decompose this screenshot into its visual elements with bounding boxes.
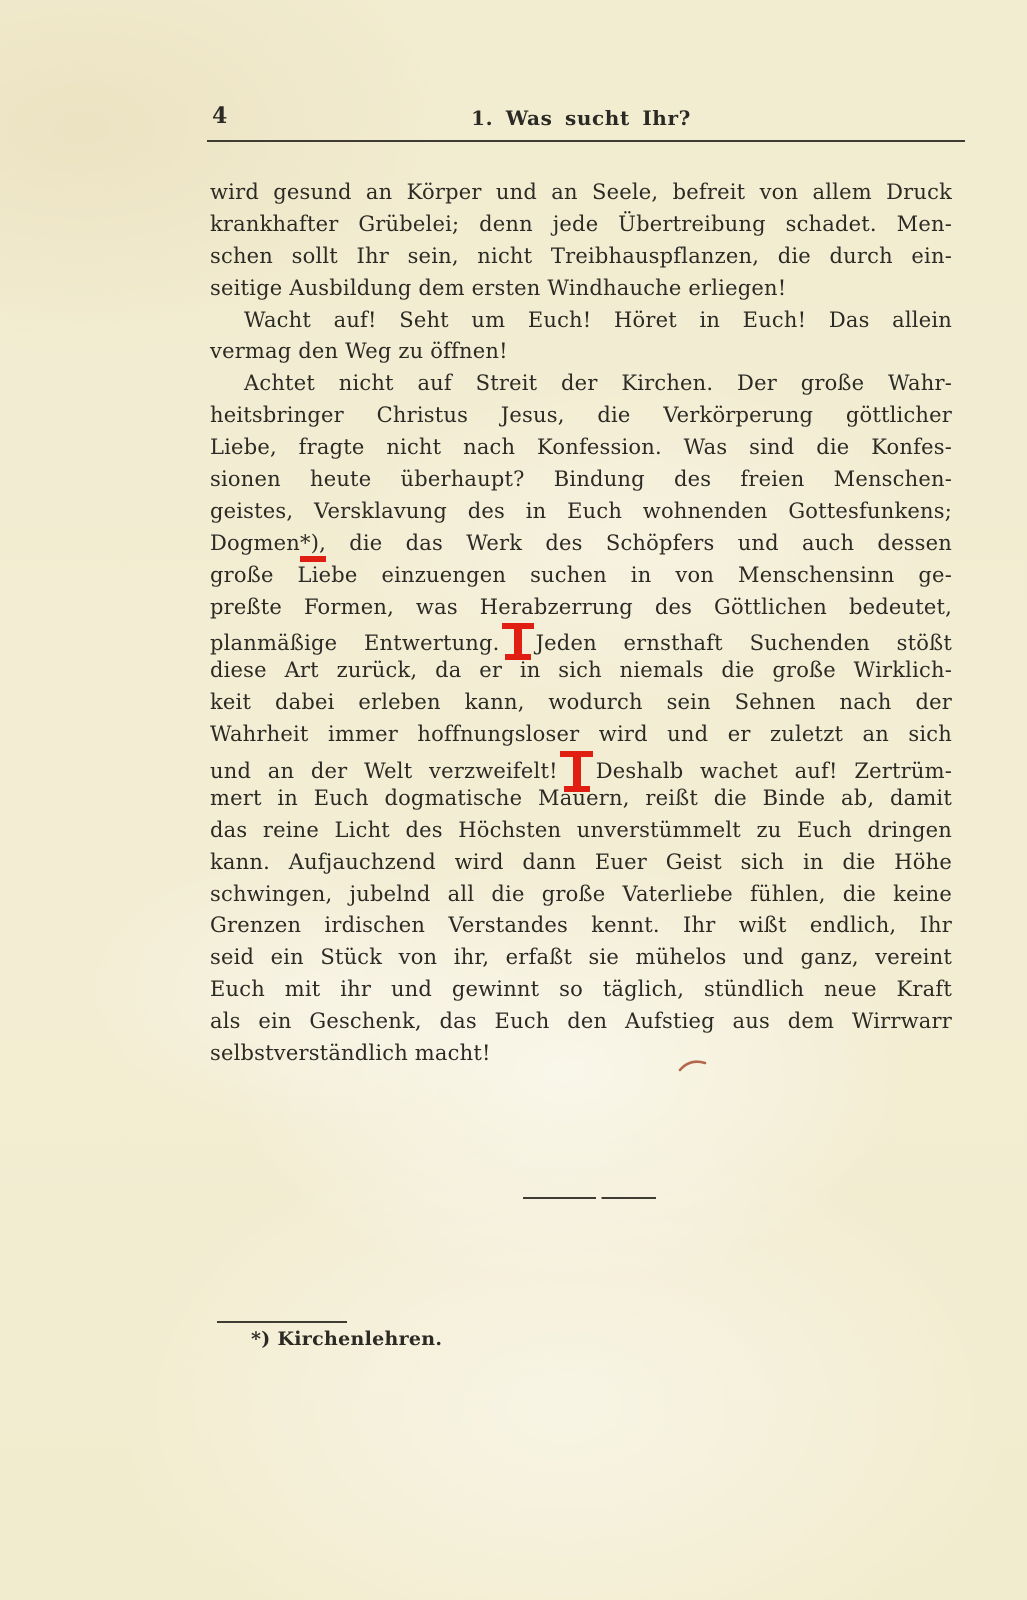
text-segment: die das Werk des Schöpfers und auch dessen [325, 530, 952, 555]
text-line [210, 400, 952, 432]
text-segment: große Liebe einzuengen suchen in von Menschensinn ge- [210, 562, 952, 587]
text-line [210, 719, 952, 751]
text-segment: Wahrheit immer hoffnungsloser wird und er zuletzt an sich [210, 722, 952, 747]
red-underlined-text: *), [300, 531, 326, 562]
text-segment: preßte Formen, was Herabzerrung des Göttlichen bedeutet, [210, 594, 952, 619]
text-segment: kann. Aufjauchzend wird dann Euer Geist sich in die Höhe [210, 849, 952, 874]
text-line [210, 1006, 952, 1038]
body-text [210, 177, 952, 1070]
text-segment: Deshalb wachet auf! Zertrüm- [595, 759, 952, 784]
text-line [210, 751, 952, 783]
text-line [210, 560, 952, 592]
text-segment: und an der Welt verzweifelt! [210, 759, 558, 784]
text-segment: Wacht auf! Seht um Euch! Höret in Euch! Das allein [244, 307, 952, 332]
text-segment: diese Art zurück, da er in sich niemals die große Wirklich- [210, 658, 952, 683]
text-line [210, 592, 952, 624]
text-segment: seid ein Stück von ihr, erfaßt sie mühelos und ganz, vereint [210, 945, 952, 970]
text-line [210, 910, 952, 942]
text-segment: Grenzen irdischen Verstandes kennt. Ihr wißt endlich, Ihr [210, 913, 952, 938]
text-segment: selbstverständlich macht! [210, 1041, 491, 1066]
text-segment: schen sollt Ihr sein, nicht Treibhauspflanzen, die durch ein- [210, 243, 952, 268]
text-line [210, 528, 952, 560]
pen-stroke-path [680, 1062, 705, 1070]
text-line [210, 273, 952, 305]
page-number: 4 [212, 103, 228, 129]
footnote-text: *) Kirchenlehren. [251, 1328, 443, 1350]
pen-stroke-mark [678, 1058, 708, 1078]
text-line [210, 942, 952, 974]
text-line [210, 783, 952, 815]
text-line [210, 1038, 952, 1070]
text-segment: Liebe, fragte nicht nach Konfession. Was sind die Konfes- [210, 435, 952, 460]
section-divider [523, 1197, 656, 1199]
text-segment: geistes, Versklavung des in Euch wohnenden Gottesfunkens; [210, 498, 952, 523]
text-segment: sionen heute überhaupt? Bindung des freien Menschen- [210, 467, 952, 492]
text-line [210, 209, 952, 241]
text-line [210, 336, 952, 368]
text-line [210, 241, 952, 273]
text-segment: schwingen, jubelnd all die große Vaterliebe fühlen, die keine [210, 881, 952, 906]
footnote-rule [217, 1321, 347, 1323]
header-rule [207, 140, 965, 142]
text-segment: mert in Euch dogmatische Mauern, reißt die Binde ab, damit [210, 785, 952, 810]
text-line [210, 432, 952, 464]
text-segment: Dogmen [210, 530, 300, 555]
text-segment: seitige Ausbildung dem ersten Windhauche erliegen! [210, 275, 787, 300]
text-segment: vermag den Weg zu öffnen! [210, 339, 508, 364]
text-line [210, 974, 952, 1006]
text-line [210, 655, 952, 687]
text-segment: krankhafter Grübelei; denn jede Übertreibung schadet. Men- [210, 211, 952, 236]
text-line [210, 368, 952, 400]
text-segment: keit dabei erleben kann, wodurch sein Sehnen nach der [210, 690, 952, 715]
text-line [210, 305, 952, 337]
running-title: 1. Was sucht Ihr? [471, 106, 691, 130]
text-line [210, 464, 952, 496]
text-segment: planmäßige Entwertung. [210, 631, 500, 656]
text-line [210, 496, 952, 528]
text-line [210, 177, 952, 209]
text-line [210, 847, 952, 879]
text-segment: heitsbringer Christus Jesus, die Verkörperung göttlicher [210, 403, 952, 428]
text-line [210, 687, 952, 719]
text-segment: wird gesund an Körper und an Seele, befreit von allem Druck [210, 180, 952, 204]
text-line [210, 623, 952, 655]
text-segment: das reine Licht des Höchsten unverstümmelt zu Euch dringen [210, 817, 952, 842]
text-segment: Achtet nicht auf Streit der Kirchen. Der große Wahr- [244, 371, 952, 396]
text-segment: Jeden ernsthaft Suchenden stößt [535, 631, 953, 656]
text-line [210, 879, 952, 911]
text-segment: als ein Geschenk, das Euch den Aufstieg aus dem Wirrwarr [210, 1009, 952, 1034]
text-segment: Euch mit ihr und gewinnt so täglich, stündlich neue Kraft [210, 977, 952, 1002]
text-line [210, 815, 952, 847]
